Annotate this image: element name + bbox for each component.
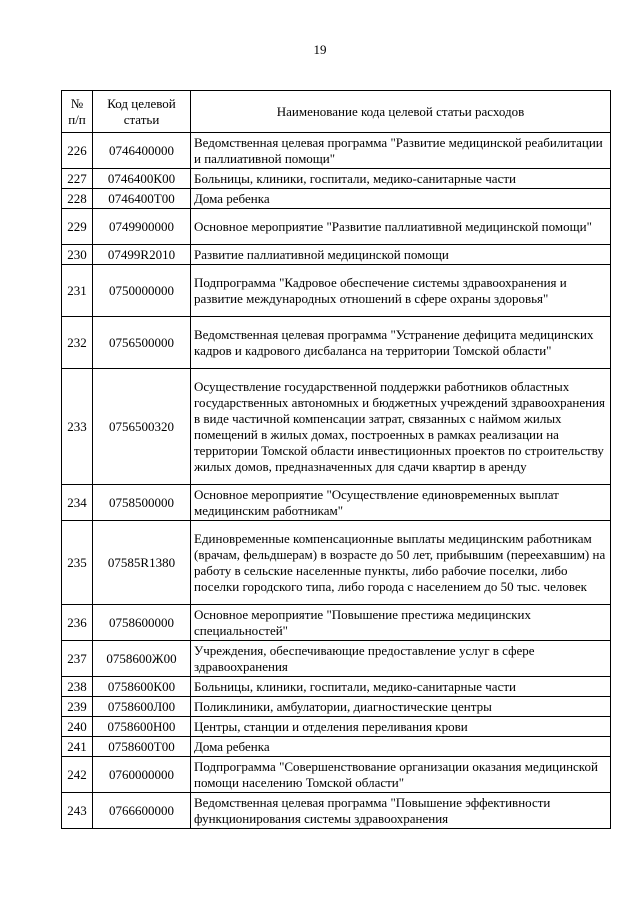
row-code: 0758600К00 bbox=[93, 677, 191, 697]
budget-codes-table bbox=[61, 90, 611, 829]
row-code: 0758600000 bbox=[93, 605, 191, 641]
row-num: 243 bbox=[62, 793, 93, 829]
row-num: 242 bbox=[62, 757, 93, 793]
table-row bbox=[62, 133, 611, 169]
row-name: Основное мероприятие "Развитие паллиативной медицинской помощи" bbox=[191, 209, 611, 245]
table-row bbox=[62, 605, 611, 641]
row-code: 0758600Л00 bbox=[93, 697, 191, 717]
table-row bbox=[62, 369, 611, 485]
row-name: Осуществление государственной поддержки работников областных государственных автономных и бюджетных учреждений здравоохранения в виде частичной компенсации затрат, связанных с наймом жилых помещений в жилых домах, построенных в рамках реализации на территории Томской области инвестиционных проектов по строительству жилых домов, предназначенных для сдачи квартир в аренду bbox=[191, 369, 611, 485]
row-code: 0760000000 bbox=[93, 757, 191, 793]
row-num: 235 bbox=[62, 521, 93, 605]
row-num: 231 bbox=[62, 265, 93, 317]
table-row bbox=[62, 265, 611, 317]
row-code: 0758600Н00 bbox=[93, 717, 191, 737]
row-name: Ведомственная целевая программа "Повышение эффективности функционирования системы здравоохранения bbox=[191, 793, 611, 829]
row-num: 230 bbox=[62, 245, 93, 265]
row-num: 241 bbox=[62, 737, 93, 757]
row-num: 228 bbox=[62, 189, 93, 209]
table-row bbox=[62, 757, 611, 793]
table-row bbox=[62, 209, 611, 245]
row-num: 226 bbox=[62, 133, 93, 169]
row-code: 0758600Т00 bbox=[93, 737, 191, 757]
row-name: Развитие паллиативной медицинской помощи bbox=[191, 245, 611, 265]
table-row bbox=[62, 677, 611, 697]
row-name: Дома ребенка bbox=[191, 189, 611, 209]
table-header-row bbox=[62, 91, 611, 133]
row-name: Больницы, клиники, госпитали, медико-санитарные части bbox=[191, 677, 611, 697]
header-code: Код целевой статьи bbox=[93, 91, 191, 133]
row-num: 236 bbox=[62, 605, 93, 641]
row-num: 234 bbox=[62, 485, 93, 521]
row-code: 0746400Т00 bbox=[93, 189, 191, 209]
row-code: 0746400000 bbox=[93, 133, 191, 169]
table-row bbox=[62, 169, 611, 189]
row-name: Подпрограмма "Совершенствование организации оказания медицинской помощи населению Томской области" bbox=[191, 757, 611, 793]
table-row bbox=[62, 317, 611, 369]
row-code: 07499R2010 bbox=[93, 245, 191, 265]
row-num: 237 bbox=[62, 641, 93, 677]
table-row bbox=[62, 485, 611, 521]
row-num: 240 bbox=[62, 717, 93, 737]
row-code: 07585R1380 bbox=[93, 521, 191, 605]
header-num: № п/п bbox=[62, 91, 93, 133]
row-code: 0756500000 bbox=[93, 317, 191, 369]
row-code: 0746400К00 bbox=[93, 169, 191, 189]
page-number: 19 bbox=[313, 42, 327, 57]
row-code: 0756500320 bbox=[93, 369, 191, 485]
row-code: 0750000000 bbox=[93, 265, 191, 317]
row-name: Дома ребенка bbox=[191, 737, 611, 757]
row-name: Учреждения, обеспечивающие предоставление услуг в сфере здравоохранения bbox=[191, 641, 611, 677]
table-row bbox=[62, 189, 611, 209]
header-name: Наименование кода целевой статьи расходов bbox=[191, 91, 611, 133]
row-code: 0749900000 bbox=[93, 209, 191, 245]
row-code: 0758600Ж00 bbox=[93, 641, 191, 677]
row-num: 229 bbox=[62, 209, 93, 245]
row-num: 239 bbox=[62, 697, 93, 717]
row-num: 233 bbox=[62, 369, 93, 485]
row-num: 232 bbox=[62, 317, 93, 369]
row-name: Основное мероприятие "Повышение престижа медицинских специальностей" bbox=[191, 605, 611, 641]
row-name: Поликлиники, амбулатории, диагностические центры bbox=[191, 697, 611, 717]
row-num: 238 bbox=[62, 677, 93, 697]
row-num: 227 bbox=[62, 169, 93, 189]
row-name: Единовременные компенсационные выплаты медицинским работникам (врачам, фельдшерам) в возрасте до 50 лет, прибывшим (переехавшим) на работу в сельские населенные пункты, либо рабочие поселки, либо поселки городского типа, либо города с населением до 50 тыс. человек bbox=[191, 521, 611, 605]
row-code: 0766600000 bbox=[93, 793, 191, 829]
table-row bbox=[62, 641, 611, 677]
row-name: Центры, станции и отделения переливания крови bbox=[191, 717, 611, 737]
row-code: 0758500000 bbox=[93, 485, 191, 521]
table-row bbox=[62, 793, 611, 829]
table-row bbox=[62, 521, 611, 605]
row-name: Ведомственная целевая программа "Устранение дефицита медицинских кадров и кадрового дисбаланса на территории Томской области" bbox=[191, 317, 611, 369]
table-row bbox=[62, 737, 611, 757]
row-name: Ведомственная целевая программа "Развитие медицинской реабилитации и паллиативной помощи" bbox=[191, 133, 611, 169]
table-row bbox=[62, 717, 611, 737]
table-row bbox=[62, 245, 611, 265]
row-name: Больницы, клиники, госпитали, медико-санитарные части bbox=[191, 169, 611, 189]
table-row bbox=[62, 697, 611, 717]
row-name: Подпрограмма "Кадровое обеспечение системы здравоохранения и развитие международных отношений в сфере охраны здоровья" bbox=[191, 265, 611, 317]
row-name: Основное мероприятие "Осуществление единовременных выплат медицинским работникам" bbox=[191, 485, 611, 521]
